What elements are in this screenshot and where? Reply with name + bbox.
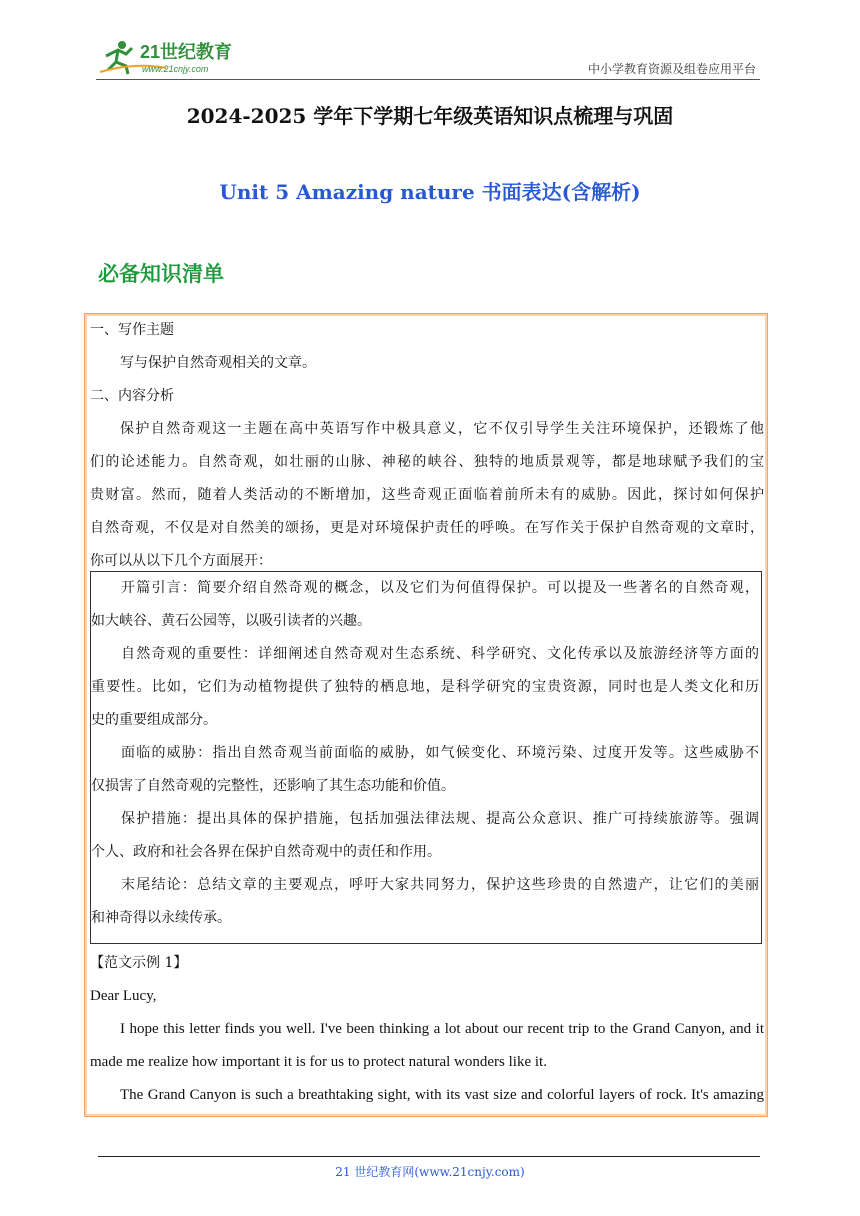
point-line: 个人、政府和社会各界在保护自然奇观中的责任和作用。 [91,844,441,860]
site-logo [96,36,256,76]
logo-text: 21世纪教育 [140,42,233,62]
example-label: 【范文示例 1】 [90,955,188,971]
point-line: 开篇引言：简要介绍自然奇观的概念，以及它们为何值得保护。可以提及一些著名的自然奇观， [121,580,759,596]
letter-greeting: Dear Lucy, [90,988,157,1004]
example-content [90,947,764,1112]
letter-line: I hope this letter finds you well. I've been thinking a lot about our recent trip to the Grand Canyon, and it [120,1021,764,1037]
analysis-line: 贵财富。然而，随着人类活动的不断增加，这些奇观正面临着前所未有的威胁。因此，探讨如何保护 [90,487,764,503]
heading-writing-topic: 一、写作主题 [90,322,174,338]
footer-text: 21 世纪教育网(www.21cnjy.com) [335,1165,525,1179]
footer-divider [98,1156,760,1157]
point-line: 如大峡谷、黄石公园等，以吸引读者的兴趣。 [91,613,371,629]
point-line: 保护措施：提出具体的保护措施，包括加强法律法规、提高公众意识、推广可持续旅游等。强调 [121,811,759,827]
letter-line: made me realize how important it is for us to protect natural wonders like it. [90,1054,547,1070]
page-subtitle: Unit 5 Amazing nature 书面表达(含解析) [219,180,641,204]
point-line: 末尾结论：总结文章的主要观点，呼吁大家共同努力，保护这些珍贵的自然遗产，让它们的美丽 [121,877,759,893]
point-line: 史的重要组成部分。 [91,712,217,728]
writing-points-box [90,571,762,944]
logo-url: www.21cnjy.com [142,64,209,74]
point-line: 重要性。比如，它们为动植物提供了独特的栖息地，是科学研究的宝贵资源，同时也是人类文化和历 [91,679,759,695]
header-platform-text: 中小学教育资源及组卷应用平台 [587,62,756,76]
point-line: 和神奇得以永续传承。 [91,910,231,926]
analysis-line: 保护自然奇观这一主题在高中英语写作中极具意义，它不仅引导学生关注环境保护，还锻炼了他 [120,421,764,437]
analysis-line: 们的论述能力。自然奇观，如壮丽的山脉、神秘的峡谷、独特的地质景观等，都是地球赋予我们的宝 [90,454,764,470]
point-line: 面临的威胁：指出自然奇观当前面临的威胁，如气候变化、环境污染、过度开发等。这些威胁不 [121,745,759,761]
logo-runner-icon [96,36,256,76]
writing-topic-text: 写与保护自然奇观相关的文章。 [120,355,316,371]
point-line: 仅损害了自然奇观的完整性，还影响了其生态功能和价值。 [91,778,455,794]
heading-content-analysis: 二、内容分析 [90,388,174,404]
analysis-line: 自然奇观，不仅是对自然美的颂扬，更是对环境保护责任的呼唤。在写作关于保护自然奇观的文章时， [90,520,764,536]
point-line: 自然奇观的重要性：详细阐述自然奇观对生态系统、科学研究、文化传承以及旅游经济等方面的 [121,646,759,662]
knowledge-content [90,314,764,578]
analysis-line: 你可以从以下几个方面展开： [90,553,272,569]
header-divider [96,79,760,80]
page-title: 2024-2025 学年下学期七年级英语知识点梳理与巩固 [186,104,674,128]
section-heading: 必备知识清单 [98,262,224,286]
letter-line: The Grand Canyon is such a breathtaking sight, with its vast size and colorful layers of rock. It's amazing [120,1087,764,1103]
